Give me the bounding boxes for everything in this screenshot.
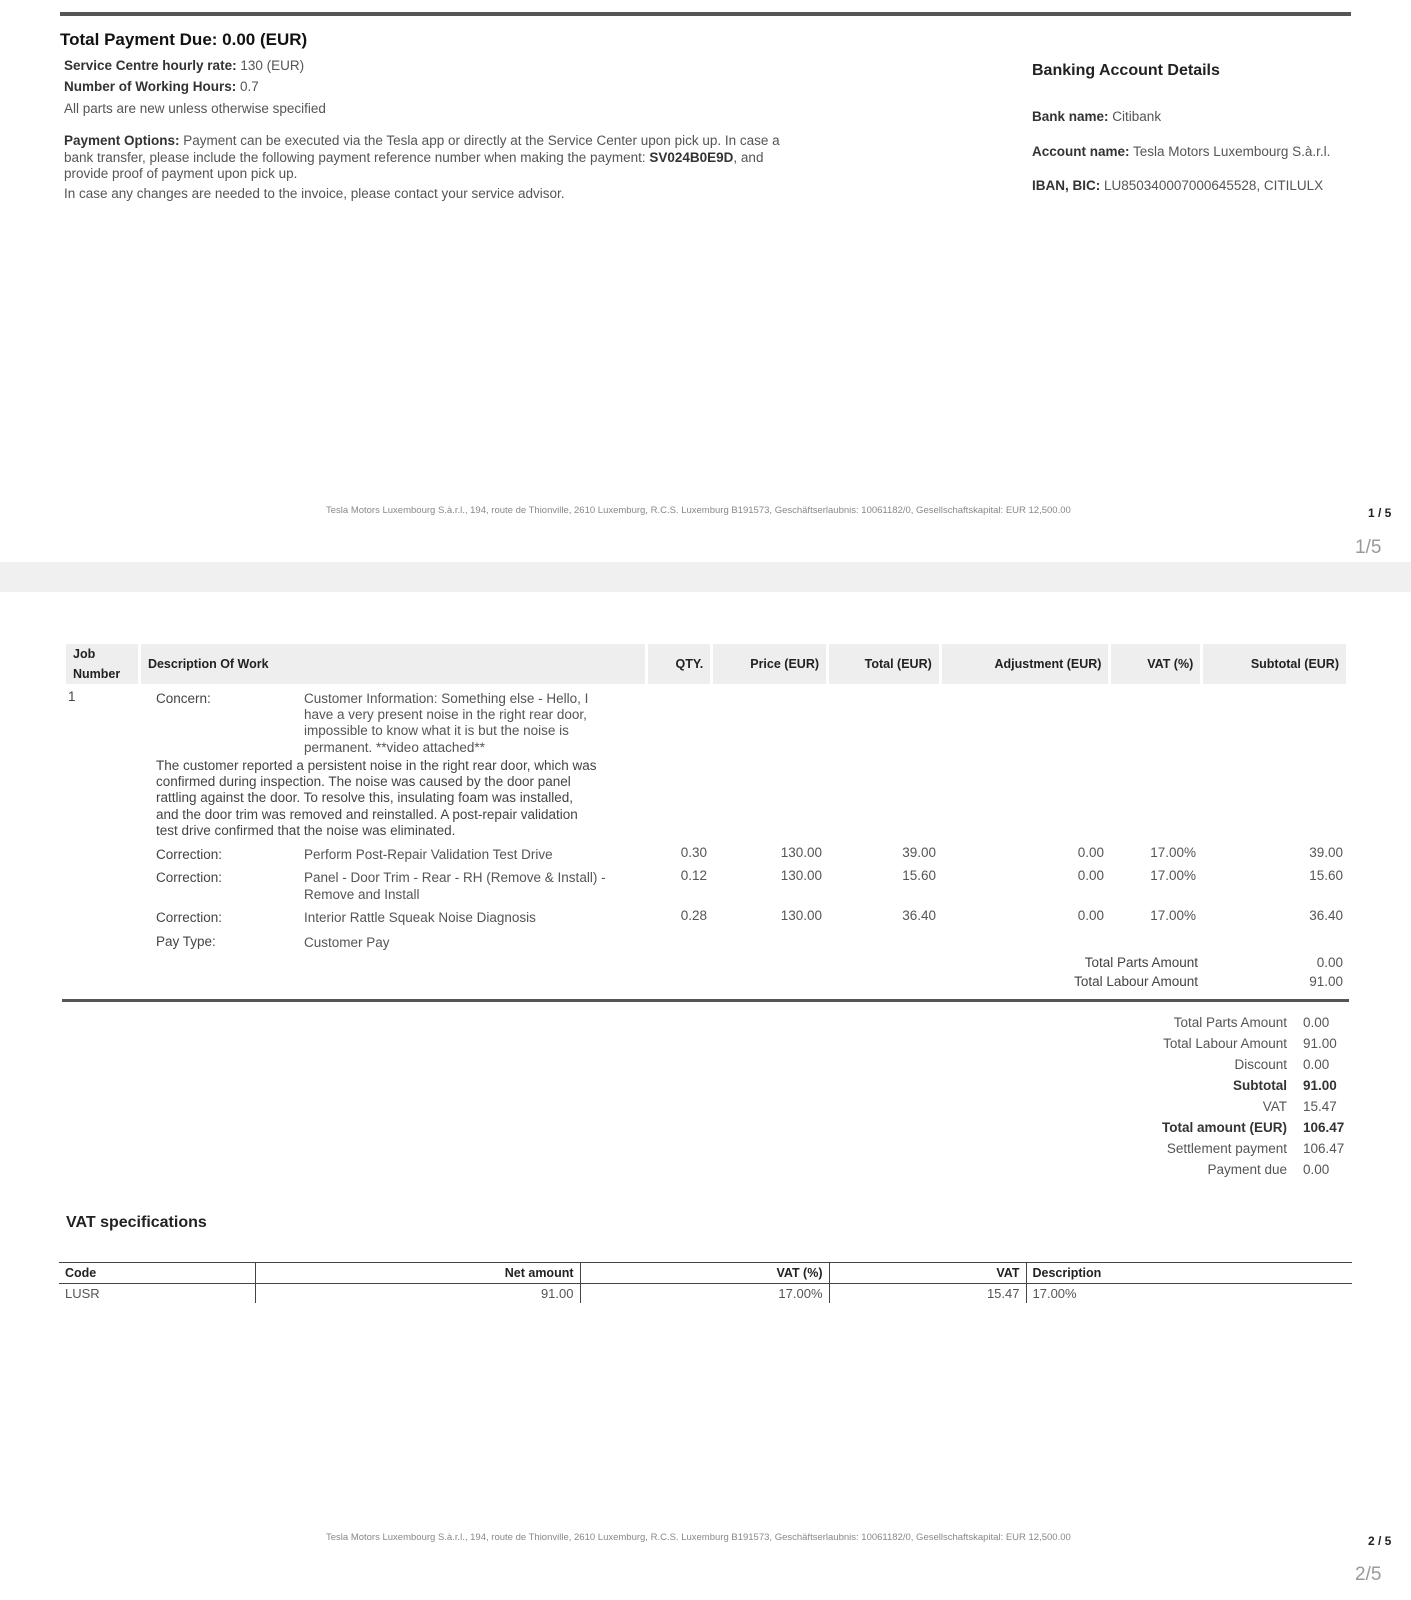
payment-options-text-3: , and bbox=[733, 149, 764, 165]
payment-reference: SV024B0E9D bbox=[649, 149, 734, 165]
total-payment-due-title: Total Payment Due: 0.00 (EUR) bbox=[60, 30, 308, 49]
job-table-bottom-rule bbox=[62, 999, 1349, 1002]
working-hours bbox=[64, 79, 259, 94]
hourly-rate-value: 130 (EUR) bbox=[240, 58, 305, 73]
page-number: 2 / 5 bbox=[1368, 1534, 1392, 1548]
bank-name bbox=[1032, 109, 1161, 124]
job-number: 1 bbox=[68, 689, 76, 704]
correction-label: Correction: bbox=[156, 910, 223, 925]
summary-value: 106.47 bbox=[1303, 1141, 1345, 1156]
job-total-labour-label: Total Labour Amount bbox=[1074, 974, 1198, 989]
summary-value: 15.47 bbox=[1303, 1099, 1337, 1114]
correction-adjustment: 0.00 bbox=[1077, 845, 1104, 860]
invoice-page-1 bbox=[0, 0, 1411, 562]
correction-total: 15.60 bbox=[902, 868, 936, 883]
summary-label: Total Parts Amount bbox=[1173, 1015, 1287, 1030]
page-number: 1 / 5 bbox=[1368, 506, 1392, 520]
hourly-rate-label: Service Centre hourly rate: bbox=[64, 58, 237, 73]
work-narrative: The customer reported a persistent noise in the right rear door, which was confirmed during inspection. The noise was caused by the door panel rattling against the door. To resolve this, insulating foam was installed, and the door trim was removed and reinstalled. A post-repair validation test drive confirmed that the noise was eliminated. bbox=[156, 758, 597, 838]
payment-options-text-4: provide proof of payment upon pick up. bbox=[64, 166, 298, 181]
correction-label: Correction: bbox=[156, 847, 223, 862]
correction-qty: 0.28 bbox=[680, 908, 707, 923]
correction-vat: 17.00% bbox=[1150, 845, 1196, 860]
payment-options bbox=[64, 133, 864, 183]
concern-label: Concern: bbox=[156, 691, 211, 706]
pay-type-label: Pay Type: bbox=[156, 934, 216, 949]
summary-label: Discount bbox=[1234, 1057, 1287, 1072]
invoice-page-2 bbox=[0, 592, 1411, 1600]
parts-note: All parts are new unless otherwise specified bbox=[64, 101, 326, 116]
iban-label: IBAN, BIC: bbox=[1032, 178, 1101, 193]
vat-pct: 17.00% bbox=[580, 1284, 829, 1303]
company-footer: Tesla Motors Luxembourg S.à.r.l., 194, route de Thionville, 2610 Luxemburg, R.C.S. Luxemburg B191573, Geschäftserlaubnis: 10061182/0, Gesellschaftskapital: EUR 12,500.00 bbox=[326, 1532, 1071, 1543]
page-indicator: 2/5 bbox=[1355, 1564, 1382, 1585]
account-name bbox=[1032, 144, 1330, 159]
vat-amount: 15.47 bbox=[829, 1284, 1026, 1303]
correction-qty: 0.30 bbox=[680, 845, 707, 860]
header-price: Price (EUR) bbox=[713, 644, 826, 684]
vat-header-vat: VAT bbox=[829, 1263, 1026, 1284]
payment-options-label: Payment Options: bbox=[64, 133, 180, 148]
correction-qty: 0.12 bbox=[680, 868, 707, 883]
pay-type-value: Customer Pay bbox=[304, 935, 390, 950]
bank-name-label: Bank name: bbox=[1032, 109, 1109, 124]
header-total: Total (EUR) bbox=[829, 644, 939, 684]
changes-note: In case any changes are needed to the invoice, please contact your service advisor. bbox=[64, 186, 565, 201]
correction-total: 39.00 bbox=[902, 845, 936, 860]
vat-header-vat-pct: VAT (%) bbox=[580, 1263, 829, 1284]
top-divider bbox=[60, 12, 1351, 16]
summary-value: 91.00 bbox=[1303, 1078, 1337, 1093]
vat-spec-title: VAT specifications bbox=[66, 1214, 207, 1231]
header-adjustment: Adjustment (EUR) bbox=[942, 644, 1109, 684]
header-description: Description Of Work bbox=[141, 644, 645, 684]
correction-subtotal: 39.00 bbox=[1309, 845, 1343, 860]
correction-subtotal: 15.60 bbox=[1309, 868, 1343, 883]
account-name-label: Account name: bbox=[1032, 144, 1130, 159]
summary-label: Settlement payment bbox=[1166, 1141, 1287, 1156]
vat-header-description: Description bbox=[1026, 1263, 1352, 1284]
summary-value: 0.00 bbox=[1303, 1162, 1330, 1177]
vat-code: LUSR bbox=[65, 1285, 100, 1301]
working-hours-label: Number of Working Hours: bbox=[64, 79, 237, 94]
correction-total: 36.40 bbox=[902, 908, 936, 923]
correction-description: Interior Rattle Squeak Noise Diagnosis bbox=[304, 910, 536, 925]
working-hours-value: 0.7 bbox=[240, 79, 259, 94]
job-table-header bbox=[66, 644, 1346, 684]
header-qty: QTY. bbox=[648, 644, 710, 684]
correction-price: 130.00 bbox=[780, 908, 822, 923]
vat-description: 17.00% bbox=[1026, 1284, 1352, 1303]
vat-spec-header bbox=[59, 1263, 1352, 1284]
vat-header-net: Net amount bbox=[255, 1263, 580, 1284]
summary-label: Total Labour Amount bbox=[1163, 1036, 1287, 1051]
summary-value: 91.00 bbox=[1303, 1036, 1337, 1051]
account-name-value: Tesla Motors Luxembourg S.à.r.l. bbox=[1133, 144, 1331, 159]
concern-text: Customer Information: Something else - Hello, I have a very present noise in the right rear door, impossible to know what it is but the noise is permanent. **video attached** bbox=[304, 691, 589, 755]
payment-options-text-1: Payment can be executed via the Tesla app or directly at the Service Center upon pick up. In case a bbox=[183, 133, 780, 148]
correction-vat: 17.00% bbox=[1150, 908, 1196, 923]
vat-header-code: Code bbox=[59, 1263, 255, 1284]
payment-options-text-2: bank transfer, please include the following payment reference number when making the payment: bbox=[64, 149, 646, 165]
correction-price: 130.00 bbox=[780, 868, 822, 883]
correction-description: Panel - Door Trim - Rear - RH (Remove & Install) - Remove and Install bbox=[304, 870, 606, 902]
correction-subtotal: 36.40 bbox=[1309, 908, 1343, 923]
summary-label: Total amount (EUR) bbox=[1162, 1120, 1287, 1135]
summary-value: 0.00 bbox=[1303, 1057, 1330, 1072]
header-job-number: Job Number bbox=[66, 644, 138, 684]
summary-value: 106.47 bbox=[1303, 1120, 1345, 1135]
hourly-rate bbox=[64, 58, 304, 73]
bank-details-title: Banking Account Details bbox=[1032, 62, 1220, 79]
summary-label: Payment due bbox=[1207, 1162, 1287, 1177]
page-indicator: 1/5 bbox=[1355, 537, 1382, 558]
correction-price: 130.00 bbox=[780, 845, 822, 860]
job-total-labour-value: 91.00 bbox=[1309, 974, 1343, 989]
vat-net: 91.00 bbox=[255, 1284, 580, 1303]
job-table bbox=[63, 644, 1349, 684]
job-total-parts-value: 0.00 bbox=[1316, 955, 1343, 970]
correction-vat: 17.00% bbox=[1150, 868, 1196, 883]
summary-label: VAT bbox=[1262, 1099, 1287, 1114]
bank-name-value: Citibank bbox=[1112, 109, 1162, 124]
company-footer: Tesla Motors Luxembourg S.à.r.l., 194, route de Thionville, 2610 Luxemburg, R.C.S. Luxemburg B191573, Geschäftserlaubnis: 10061182/0, Gesellschaftskapital: EUR 12,500.00 bbox=[326, 505, 1071, 516]
correction-label: Correction: bbox=[156, 870, 223, 885]
iban-value: LU850340007000645528, CITILULX bbox=[1104, 178, 1324, 193]
summary-value: 0.00 bbox=[1303, 1015, 1330, 1030]
summary-label: Subtotal bbox=[1233, 1078, 1287, 1093]
header-subtotal: Subtotal (EUR) bbox=[1203, 644, 1346, 684]
job-total-parts-label: Total Parts Amount bbox=[1084, 955, 1198, 970]
correction-adjustment: 0.00 bbox=[1077, 908, 1104, 923]
vat-spec-table bbox=[59, 1262, 1352, 1303]
iban-bic bbox=[1032, 178, 1323, 193]
correction-adjustment: 0.00 bbox=[1077, 868, 1104, 883]
header-vat: VAT (%) bbox=[1111, 644, 1200, 684]
correction-description: Perform Post-Repair Validation Test Drive bbox=[304, 847, 553, 862]
vat-spec-row bbox=[59, 1284, 1352, 1303]
